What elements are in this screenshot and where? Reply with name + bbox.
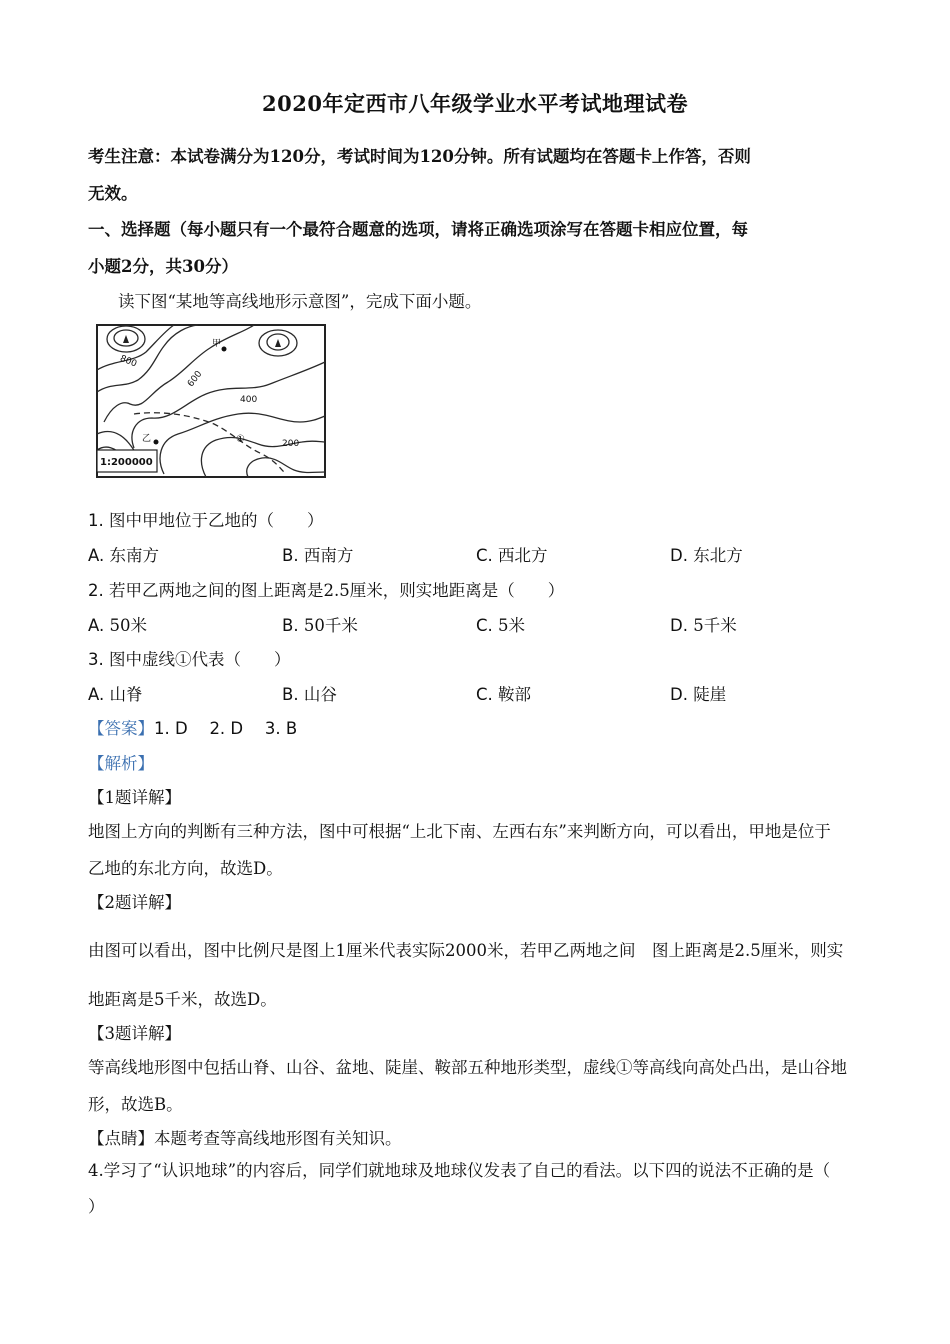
question-text: 图中虚线①代表（ ）: [109, 650, 291, 669]
question-1: [88, 507, 324, 531]
question-text: 若甲乙两地之间的图上距离是2.5厘米，则实地距离是（ ）: [109, 581, 565, 600]
question-text: 图中甲地位于乙地的（ ）: [109, 511, 324, 530]
point-jia: [222, 347, 227, 352]
label-jia: 甲: [212, 339, 222, 349]
detail-1-line-2: 乙地的东北方向，故选D。: [88, 859, 283, 878]
notice-line-2: 无效。: [88, 184, 138, 203]
section-heading-line-2: 小题2分，共30分）: [88, 257, 238, 276]
contour-map: [94, 322, 328, 480]
analysis-label: 【解析】: [88, 754, 154, 773]
question-2: [88, 577, 564, 601]
peak-triangle-icon: [275, 339, 281, 347]
q3-option-d: D. 陡崖: [670, 685, 727, 704]
scale-label: 1:200000: [100, 457, 153, 468]
q1-option-a: A. 东南方: [88, 546, 159, 565]
q2-option-b: B. 50千米: [282, 616, 358, 635]
detail-2-line-1: 由图可以看出，图中比例尺是图上1厘米代表实际2000米，若甲乙两地之间 图上距离是2.5厘米，则实: [88, 941, 844, 960]
label-600: 600: [185, 369, 205, 390]
notice-line-1: 考生注意：本试卷满分为120分，考试时间为120分钟。所有试题均在答题卡上作答，否则: [88, 147, 751, 166]
detail-3-label: 【3题详解】: [88, 1024, 181, 1043]
answer-text: 1. D 2. D 3. B: [154, 719, 298, 738]
label-200: 200: [282, 439, 300, 449]
label-marker-1: ①: [236, 434, 245, 445]
question-3: [88, 646, 291, 670]
q1-option-b: B. 西南方: [282, 546, 354, 565]
detail-1-label: 【1题详解】: [88, 788, 181, 807]
q3-option-c: C. 鞍部: [476, 685, 532, 704]
contour-line-400: [132, 362, 325, 448]
point-yi: [154, 440, 159, 445]
question-number: 3.: [88, 650, 104, 669]
label-800: 800: [118, 353, 139, 370]
detail-1-line-1: 地图上方向的判断有三种方法，图中可根据“上北下南、左西右东”来判断方向，可以看出，甲地是位于: [88, 822, 831, 841]
answer-label: 【答案】: [88, 719, 154, 738]
section-heading-line-1: 一、选择题（每小题只有一个最符合题意的选项，请将正确选项涂写在答题卡相应位置，每: [88, 220, 748, 239]
contour-line: [247, 458, 325, 477]
q2-option-d: D. 5千米: [670, 616, 737, 635]
q3-option-b: B. 山谷: [282, 685, 337, 704]
question-number: 2.: [88, 581, 104, 600]
detail-2-line-2: 地距离是5千米，故选D。: [88, 990, 277, 1009]
question-number: 1.: [88, 511, 104, 530]
comment-line: 【点睛】本题考查等高线地形图有关知识。: [88, 1129, 402, 1148]
detail-2-label: 【2题详解】: [88, 893, 181, 912]
question-4-line-2: ）: [88, 1197, 105, 1216]
q1-option-c: C. 西北方: [476, 546, 548, 565]
label-400: 400: [240, 395, 258, 405]
detail-3-line-1: 等高线地形图中包括山脊、山谷、盆地、陡崖、鞍部五种地形类型，虚线①等高线向高处凸出，是山谷地: [88, 1058, 847, 1077]
page-title: 2020年定西市八年级学业水平考试地理试卷: [262, 91, 688, 116]
peak-triangle-icon: [123, 335, 129, 343]
detail-3-line-2: 形，故选B。: [88, 1095, 183, 1114]
label-yi: 乙: [142, 434, 152, 444]
q1-option-d: D. 东北方: [670, 546, 743, 565]
answer-line: [88, 715, 297, 739]
intro-text: 读下图“某地等高线地形示意图”，完成下面小题。: [118, 292, 482, 311]
q3-option-a: A. 山脊: [88, 685, 143, 704]
contour-line: [97, 325, 198, 392]
question-4-line-1: 4.学习了“认识地球”的内容后，同学们就地球及地球仪发表了自己的看法。以下四的说法不正确的是（: [88, 1161, 831, 1180]
q2-option-c: C. 5米: [476, 616, 526, 635]
q2-option-a: A. 50米: [88, 616, 147, 635]
